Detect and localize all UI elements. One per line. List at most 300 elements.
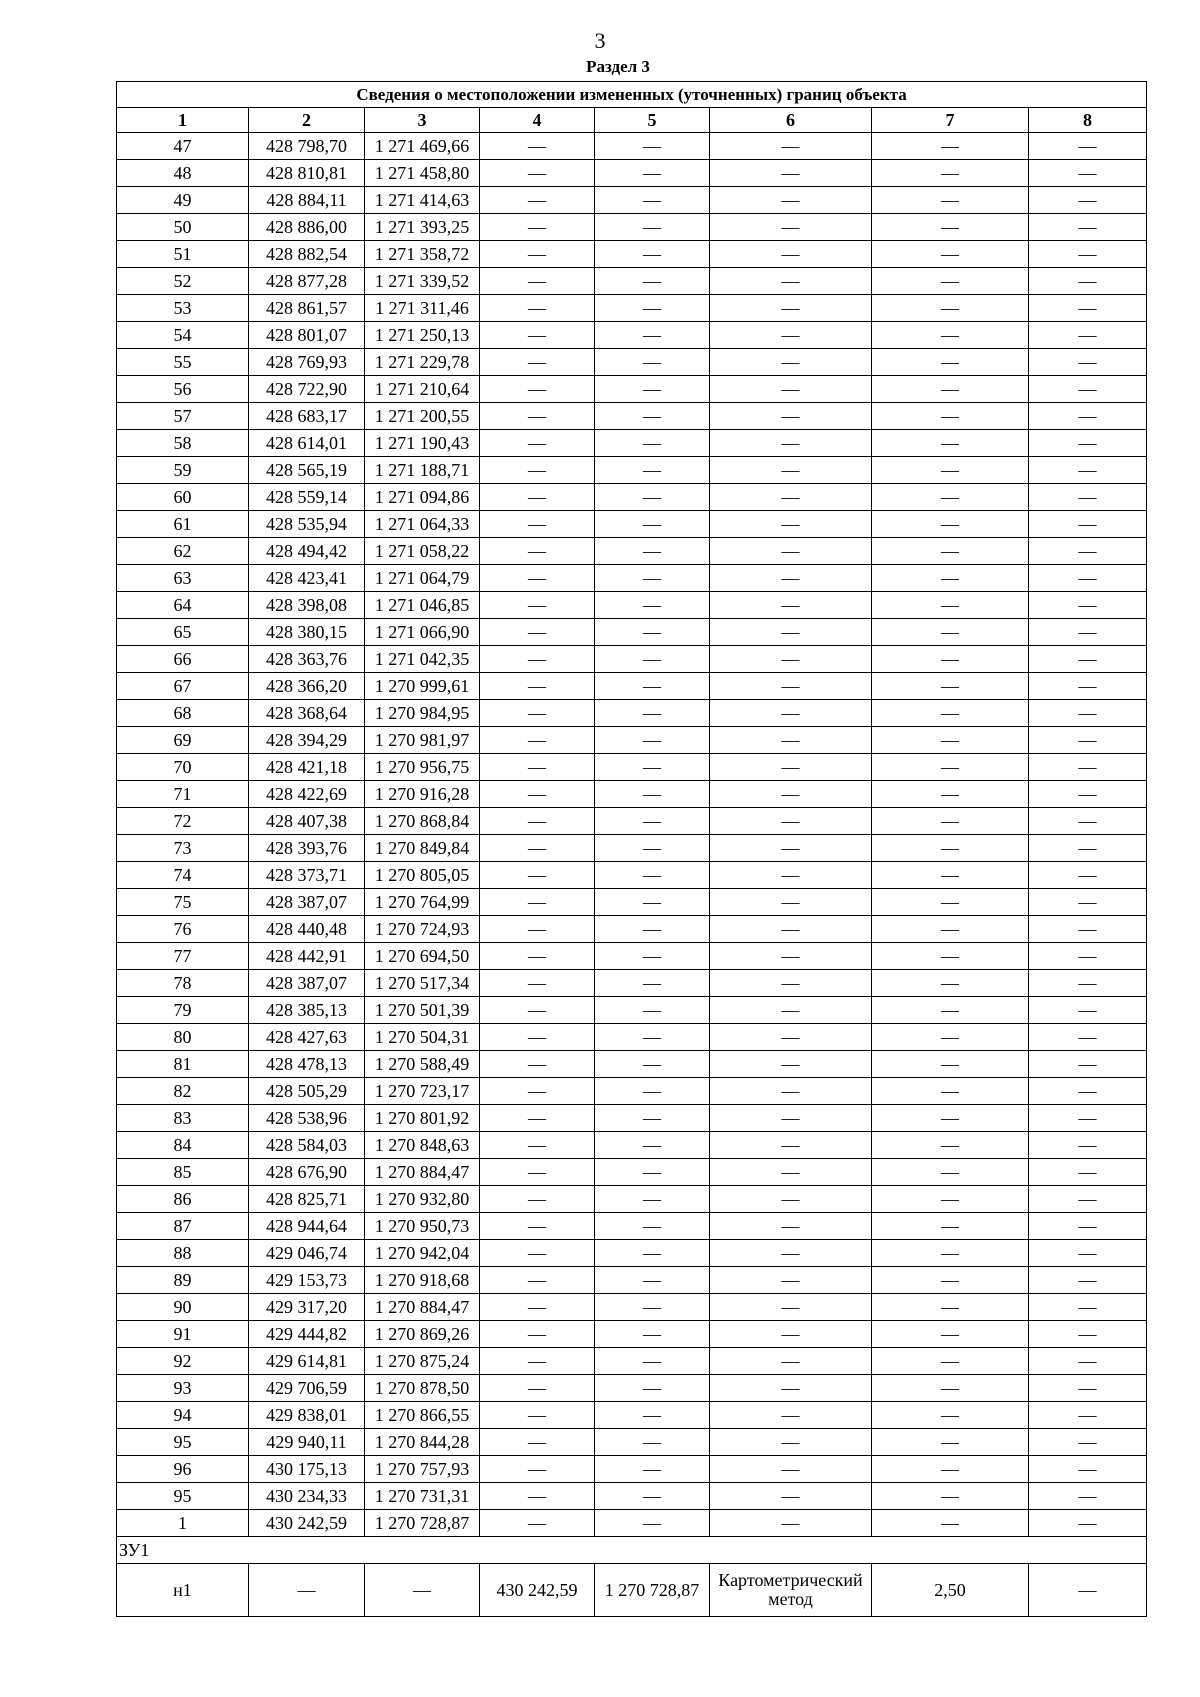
table-cell: — [595, 1294, 710, 1321]
table-cell: — [872, 214, 1029, 241]
table-row-final [117, 1564, 1147, 1617]
table-cell: — [480, 187, 595, 214]
table-row [117, 322, 1147, 349]
table-cell: — [595, 511, 710, 538]
table-cell: — [480, 997, 595, 1024]
table-cell: 428 440,48 [249, 916, 365, 943]
table-cell: 49 [117, 187, 249, 214]
table-cell: — [710, 943, 872, 970]
table-cell: — [595, 1267, 710, 1294]
table-cell: — [710, 646, 872, 673]
table-cell: — [595, 187, 710, 214]
table-cell: — [710, 862, 872, 889]
table-cell: 1 270 999,61 [365, 673, 480, 700]
table-row [117, 1186, 1147, 1213]
table-cell: — [595, 268, 710, 295]
table-cell: 430 234,33 [249, 1483, 365, 1510]
table-cell: 67 [117, 673, 249, 700]
table-cell: 87 [117, 1213, 249, 1240]
table-cell: 1 271 094,86 [365, 484, 480, 511]
column-number-cell: 3 [365, 108, 480, 133]
table-cell: 52 [117, 268, 249, 295]
table-cell: — [480, 403, 595, 430]
table-cell: 428 398,08 [249, 592, 365, 619]
table-cell: 1 270 875,24 [365, 1348, 480, 1375]
table-cell: — [1029, 1294, 1147, 1321]
table-cell: — [1029, 457, 1147, 484]
table-cell: — [710, 1429, 872, 1456]
table-cell: — [595, 646, 710, 673]
table-cell: — [595, 970, 710, 997]
table-cell: — [872, 1483, 1029, 1510]
table-cell: — [1029, 1132, 1147, 1159]
table-cell: 429 153,73 [249, 1267, 365, 1294]
table-cell: — [1029, 1213, 1147, 1240]
table-cell: 428 368,64 [249, 700, 365, 727]
table-cell: — [1029, 1483, 1147, 1510]
table-cell: — [710, 187, 872, 214]
table-cell: 428 798,70 [249, 133, 365, 160]
table-cell: 86 [117, 1186, 249, 1213]
table-cell: — [595, 214, 710, 241]
table-cell: — [710, 781, 872, 808]
table-row [117, 1078, 1147, 1105]
table-cell: — [710, 403, 872, 430]
table-cell: — [1029, 403, 1147, 430]
table-cell: 1 270 805,05 [365, 862, 480, 889]
table-cell: 1 270 588,49 [365, 1051, 480, 1078]
table-cell: 92 [117, 1348, 249, 1375]
table-cell: — [595, 1375, 710, 1402]
table-row [117, 268, 1147, 295]
table-cell: — [595, 349, 710, 376]
table-cell: — [480, 484, 595, 511]
table-cell: — [872, 1240, 1029, 1267]
table-cell: — [710, 1483, 872, 1510]
table-cell: 428 825,71 [249, 1186, 365, 1213]
table-cell: — [1029, 1510, 1147, 1537]
table-cell: 65 [117, 619, 249, 646]
table-cell: — [595, 1213, 710, 1240]
table-cell: 1 270 916,28 [365, 781, 480, 808]
table-cell: — [710, 1078, 872, 1105]
boundary-coordinates-table [116, 81, 1147, 1617]
table-cell: 1 270 694,50 [365, 943, 480, 970]
table-cell: — [872, 322, 1029, 349]
table-cell: — [480, 970, 595, 997]
table-cell: 55 [117, 349, 249, 376]
table-cell: 1 270 942,04 [365, 1240, 480, 1267]
table-cell: — [595, 997, 710, 1024]
table-cell: 95 [117, 1483, 249, 1510]
table-row [117, 619, 1147, 646]
table-cell: — [710, 1348, 872, 1375]
table-cell: — [1029, 349, 1147, 376]
table-row [117, 700, 1147, 727]
table-row [117, 1375, 1147, 1402]
table-cell: — [1029, 1024, 1147, 1051]
table-row [117, 1294, 1147, 1321]
table-cell: 1 271 393,25 [365, 214, 480, 241]
table-cell: 78 [117, 970, 249, 997]
table-row [117, 1267, 1147, 1294]
table-cell: — [1029, 1267, 1147, 1294]
table-row [117, 457, 1147, 484]
table-cell: — [595, 1105, 710, 1132]
table-row [117, 1159, 1147, 1186]
table-row [117, 1240, 1147, 1267]
table-cell: — [872, 619, 1029, 646]
table-row [117, 646, 1147, 673]
table-cell: 83 [117, 1105, 249, 1132]
table-cell: 1 271 046,85 [365, 592, 480, 619]
table-cell: — [480, 862, 595, 889]
table-cell: 1 271 190,43 [365, 430, 480, 457]
table-cell: 1 271 058,22 [365, 538, 480, 565]
table-row [117, 1429, 1147, 1456]
column-number-cell: 7 [872, 108, 1029, 133]
table-cell: — [872, 295, 1029, 322]
table-cell: 64 [117, 592, 249, 619]
table-row [117, 160, 1147, 187]
table-cell: 428 801,07 [249, 322, 365, 349]
table-cell: — [1029, 511, 1147, 538]
table-cell: 75 [117, 889, 249, 916]
table-cell: — [710, 511, 872, 538]
table-cell: — [872, 484, 1029, 511]
table-row [117, 133, 1147, 160]
table-cell: — [872, 1078, 1029, 1105]
table-row [117, 1051, 1147, 1078]
table-cell: — [1029, 997, 1147, 1024]
table-row [117, 916, 1147, 943]
table-row [117, 808, 1147, 835]
table-cell: 1 271 311,46 [365, 295, 480, 322]
table-cell: — [480, 268, 595, 295]
column-number-row [117, 108, 1147, 133]
column-number-cell: 8 [1029, 108, 1147, 133]
table-cell: — [710, 565, 872, 592]
table-cell: — [1029, 268, 1147, 295]
table-row [117, 997, 1147, 1024]
table-cell: 428 442,91 [249, 943, 365, 970]
table-cell: — [595, 133, 710, 160]
table-cell: 428 614,01 [249, 430, 365, 457]
table-cell: — [710, 1024, 872, 1051]
table-cell: — [710, 970, 872, 997]
table-cell: — [480, 1078, 595, 1105]
table-cell: — [872, 1024, 1029, 1051]
table-row [117, 943, 1147, 970]
table-cell: — [1029, 1159, 1147, 1186]
table-cell: — [872, 916, 1029, 943]
table-cell: 1 271 414,63 [365, 187, 480, 214]
table-cell: 428 385,13 [249, 997, 365, 1024]
table-cell: 89 [117, 1267, 249, 1294]
table-cell: — [1029, 673, 1147, 700]
table-cell: — [595, 1078, 710, 1105]
table-cell: — [595, 565, 710, 592]
table-cell: — [710, 1159, 872, 1186]
table-cell: — [872, 592, 1029, 619]
table-cell: 428 810,81 [249, 160, 365, 187]
table-cell: 428 769,93 [249, 349, 365, 376]
table-cell: 56 [117, 376, 249, 403]
table-cell: — [595, 835, 710, 862]
table-row [117, 511, 1147, 538]
table-cell: — [872, 538, 1029, 565]
group-label-row [117, 1537, 1147, 1564]
table-row [117, 781, 1147, 808]
table-cell: — [872, 1132, 1029, 1159]
table-row [117, 592, 1147, 619]
table-cell: — [480, 808, 595, 835]
table-cell: — [872, 1321, 1029, 1348]
table-cell: — [710, 754, 872, 781]
table-cell: 93 [117, 1375, 249, 1402]
table-cell: — [710, 700, 872, 727]
method-cell: Картометрический метод [710, 1564, 872, 1617]
table-row [117, 403, 1147, 430]
table-cell: 76 [117, 916, 249, 943]
table-cell: 1 270 849,84 [365, 835, 480, 862]
table-row [117, 727, 1147, 754]
table-cell: 1 270 801,92 [365, 1105, 480, 1132]
table-cell: — [595, 457, 710, 484]
table-cell: — [480, 565, 595, 592]
table-cell: 1 270 984,95 [365, 700, 480, 727]
table-cell: — [595, 781, 710, 808]
table-cell: — [480, 1348, 595, 1375]
table-cell: — [480, 673, 595, 700]
table-cell: — [1029, 1429, 1147, 1456]
table-cell: — [872, 1213, 1029, 1240]
table-row [117, 1024, 1147, 1051]
table-cell: — [710, 133, 872, 160]
table-row [117, 1105, 1147, 1132]
table-row [117, 1456, 1147, 1483]
table-cell: — [710, 1132, 872, 1159]
table-cell: — [710, 160, 872, 187]
table-cell: 82 [117, 1078, 249, 1105]
table-cell: 96 [117, 1456, 249, 1483]
table-cell: — [595, 862, 710, 889]
table-cell: 1 270 878,50 [365, 1375, 480, 1402]
table-cell: — [710, 484, 872, 511]
table-cell: 1 270 844,28 [365, 1429, 480, 1456]
table-cell: — [872, 376, 1029, 403]
table-cell: — [480, 133, 595, 160]
table-cell: 1 270 932,80 [365, 1186, 480, 1213]
table-cell: 428 394,29 [249, 727, 365, 754]
column-number-cell: 5 [595, 108, 710, 133]
table-cell: 71 [117, 781, 249, 808]
table-cell: — [710, 673, 872, 700]
table-cell: 428 683,17 [249, 403, 365, 430]
table-row [117, 1510, 1147, 1537]
table-cell: 428 407,38 [249, 808, 365, 835]
table-cell: — [872, 646, 1029, 673]
table-cell: 428 423,41 [249, 565, 365, 592]
table-cell: — [1029, 889, 1147, 916]
table-cell: — [480, 1429, 595, 1456]
table-cell: — [1029, 592, 1147, 619]
table-cell: — [872, 1051, 1029, 1078]
table-row [117, 430, 1147, 457]
table-row [117, 1483, 1147, 1510]
table-cell: — [595, 1483, 710, 1510]
table-cell: 429 444,82 [249, 1321, 365, 1348]
table-cell: 428 478,13 [249, 1051, 365, 1078]
table-cell: 91 [117, 1321, 249, 1348]
table-cell: — [595, 1456, 710, 1483]
table-cell: — [1029, 1105, 1147, 1132]
table-cell: 70 [117, 754, 249, 781]
table-cell: — [872, 1159, 1029, 1186]
table-cell: 1 270 884,47 [365, 1159, 480, 1186]
table-cell: 1 270 918,68 [365, 1267, 480, 1294]
table-cell: — [710, 457, 872, 484]
table-cell: — [1029, 1078, 1147, 1105]
table-cell: — [710, 241, 872, 268]
table-cell: — [872, 160, 1029, 187]
table-cell: 84 [117, 1132, 249, 1159]
table-cell: — [872, 781, 1029, 808]
table-cell: — [595, 484, 710, 511]
table-cell: 1 270 501,39 [365, 997, 480, 1024]
table-cell: — [1029, 781, 1147, 808]
table-cell: — [595, 1186, 710, 1213]
table-cell: — [872, 1267, 1029, 1294]
table-row [117, 565, 1147, 592]
table-cell: — [710, 214, 872, 241]
table-cell: — [1029, 322, 1147, 349]
table-cell: — [595, 1024, 710, 1051]
table-cell: — [710, 376, 872, 403]
table-cell: — [480, 430, 595, 457]
table-cell: 1 271 458,80 [365, 160, 480, 187]
table-cell: — [480, 1159, 595, 1186]
table-cell: — [872, 727, 1029, 754]
table-cell: 1 270 848,63 [365, 1132, 480, 1159]
table-cell: — [480, 1240, 595, 1267]
table-cell: — [365, 1564, 480, 1617]
table-cell: — [1029, 1402, 1147, 1429]
table-cell: — [1029, 241, 1147, 268]
table-cell: — [595, 160, 710, 187]
table-cell: — [595, 1159, 710, 1186]
table-cell: — [872, 268, 1029, 295]
table-row [117, 1348, 1147, 1375]
table-cell: — [1029, 1564, 1147, 1617]
table-cell: 428 538,96 [249, 1105, 365, 1132]
table-cell: — [872, 133, 1029, 160]
table-cell: — [1029, 619, 1147, 646]
table-row [117, 835, 1147, 862]
table-cell: — [710, 1051, 872, 1078]
table-cell: 428 884,11 [249, 187, 365, 214]
table-cell: — [595, 592, 710, 619]
table-cell: — [1029, 970, 1147, 997]
table-cell: — [1029, 187, 1147, 214]
table-cell: — [595, 700, 710, 727]
table-cell: 1 270 764,99 [365, 889, 480, 916]
table-cell: 79 [117, 997, 249, 1024]
table-cell: — [595, 808, 710, 835]
table-cell: — [1029, 376, 1147, 403]
table-cell: — [1029, 1321, 1147, 1348]
table-cell: 68 [117, 700, 249, 727]
table-cell: — [595, 1240, 710, 1267]
table-cell: — [480, 457, 595, 484]
table-cell: — [1029, 835, 1147, 862]
table-cell: — [480, 538, 595, 565]
table-cell: — [710, 1213, 872, 1240]
table-cell: 62 [117, 538, 249, 565]
table-row [117, 1132, 1147, 1159]
table-cell: 428 944,64 [249, 1213, 365, 1240]
table-cell: 66 [117, 646, 249, 673]
table-row [117, 862, 1147, 889]
table-cell: — [595, 1510, 710, 1537]
table-cell: 1 270 869,26 [365, 1321, 480, 1348]
table-cell: — [872, 754, 1029, 781]
table-cell: — [595, 1402, 710, 1429]
table-cell: — [480, 160, 595, 187]
table-cell: — [480, 754, 595, 781]
table-cell: — [595, 1429, 710, 1456]
table-cell: — [480, 943, 595, 970]
table-cell: 1 270 868,84 [365, 808, 480, 835]
table-cell: — [872, 1348, 1029, 1375]
table-cell: — [1029, 295, 1147, 322]
table-cell: — [480, 1321, 595, 1348]
table-cell: 1 270 504,31 [365, 1024, 480, 1051]
table-cell: 429 614,81 [249, 1348, 365, 1375]
table-cell: — [710, 997, 872, 1024]
table-cell: — [872, 997, 1029, 1024]
table-cell: — [872, 241, 1029, 268]
table-cell: 428 494,42 [249, 538, 365, 565]
table-row [117, 484, 1147, 511]
table-cell: — [480, 1294, 595, 1321]
table-cell: — [872, 970, 1029, 997]
table-cell: — [480, 889, 595, 916]
table-cell: 54 [117, 322, 249, 349]
column-number-cell: 1 [117, 108, 249, 133]
table-cell: 1 270 724,93 [365, 916, 480, 943]
table-cell: 430 175,13 [249, 1456, 365, 1483]
table-cell: — [1029, 727, 1147, 754]
table-cell: — [1029, 214, 1147, 241]
table-cell: 430 242,59 [249, 1510, 365, 1537]
table-cell: 429 706,59 [249, 1375, 365, 1402]
table-cell: — [480, 646, 595, 673]
table-cell: 428 505,29 [249, 1078, 365, 1105]
table-cell: — [710, 619, 872, 646]
table-row [117, 376, 1147, 403]
table-cell: — [480, 700, 595, 727]
table-cell: — [595, 1132, 710, 1159]
table-cell: — [480, 1213, 595, 1240]
table-cell: — [480, 1375, 595, 1402]
table-cell: 1 270 950,73 [365, 1213, 480, 1240]
table-cell: — [872, 349, 1029, 376]
table-cell: 1 270 728,87 [595, 1564, 710, 1617]
table-cell: — [710, 1375, 872, 1402]
table-cell: 429 046,74 [249, 1240, 365, 1267]
table-cell: 74 [117, 862, 249, 889]
